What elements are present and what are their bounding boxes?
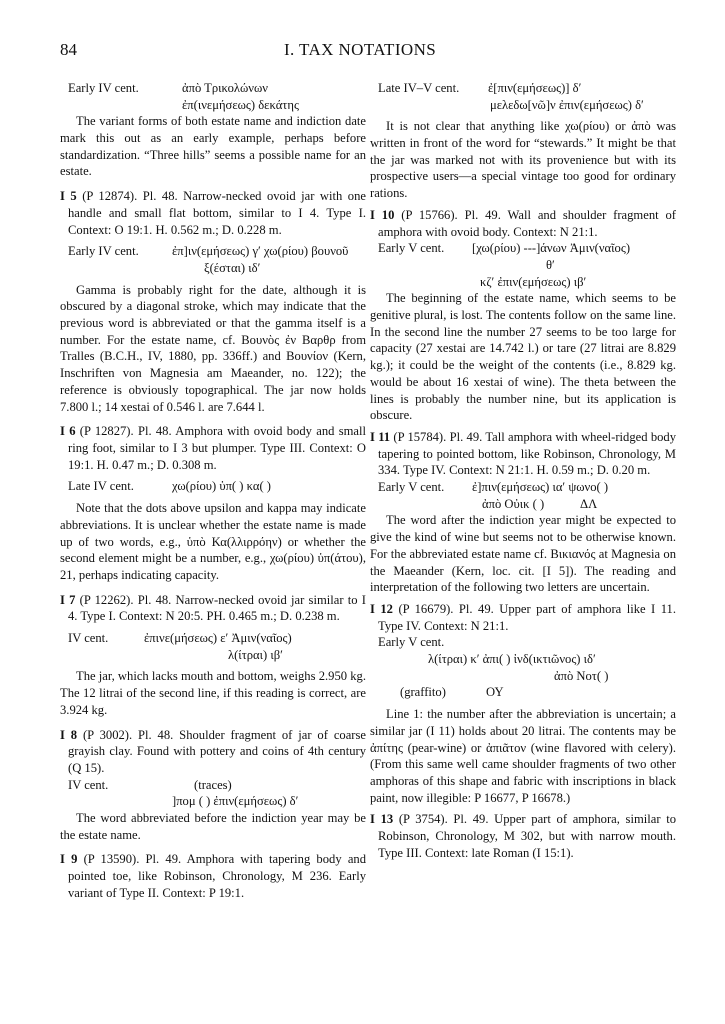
- right-column: [370, 80, 676, 861]
- commentary: The beginning of the estate name, which seems to be genitive plural, is lost. The contents follow on the same line. In the second line the number 27 seems to be too large for capacity (27 xestai are 14.742 l.) or tare (27 litrai are 8.829 kg.); it could be the weight of the contents (i.e., 8.829 kg. would be about 16 xestai of wine). The theta between the lines is probably the number nine, but its application is obscure.: [370, 291, 676, 423]
- date-label: Early V cent.: [378, 635, 445, 650]
- top-entry: [60, 80, 366, 180]
- inscription-line: κζ′ ἐπιν(εμήσεως) ιβ′: [480, 274, 587, 289]
- inscription-line: ἐπινε(μήσεως) ε′ Ἀμιν(ναῖος): [144, 631, 292, 646]
- inscription-letters: ΔΛ: [580, 496, 598, 511]
- commentary: Gamma is probably right for the date, although it is obscured by a diagonal stroke, which may indicate that the previous word is abbreviated or that the gamma itself is a number. For the estate name, cf. Βουνὸς ἐν Βαρθρ from Tralles (B.C.H., IV, 1880, pp. 336ff.) and Βουνίον (Kern, Inschriften von Magnesia am Maeander, no. 122); the reference is obviously topographical. The jar now holds 7.800 l.; 14 xestai of 0.546 l. are 7.644 l.: [60, 282, 366, 414]
- date-label: Early IV cent.: [68, 244, 139, 259]
- entry-number: I 8: [60, 727, 78, 742]
- entry-number: I 6: [60, 424, 76, 439]
- inscription-line: μελεδω[νῶ]ν ἐπιν(εμήσεως) δ′: [490, 97, 644, 112]
- entry-description: (P 3754). Pl. 49. Upper part of amphora, similar to Robinson, Chronology, M 302, but with narrow mouth. Type III. Context: late Roman (I 15:1).: [378, 812, 676, 860]
- inscription-line: χω(ρίου) ὑπ( ) κα( ): [172, 479, 271, 494]
- date-label: Late IV cent.: [68, 479, 134, 494]
- commentary: The word abbreviated before the indiction year may be the estate name.: [60, 810, 366, 842]
- entry-description: (P 3002). Pl. 48. Shoulder fragment of jar of coarse grayish clay. Found with pottery and coins of 4th century (Q 15).: [68, 727, 366, 775]
- commentary: Note that the dots above upsilon and kappa may indicate abbreviations. It is unclear whether the estate name is made up of two words, e.g., ὑπὸ Κα(λλιρρόην) or whether the second element might be a number, e.g., χω(ρίου) ὑπ(άτου), 21, perhaps indicating capacity.: [60, 501, 366, 582]
- left-column: [60, 80, 366, 902]
- inscription-line: ἀπὸ Νοτ( ): [554, 668, 609, 683]
- commentary: Line 1: the number after the abbreviation is uncertain; a similar jar (I 11) holds about 20 litrai. The contents may be ἀπίτης (pear-wine) or ἀπιᾶτον (wine flavored with celery). (From this same well came shoulder fragments of two other amphoras of this shape and fabric with inscriptions in black paint, now illegible: P 16677, P 16678.): [370, 707, 676, 805]
- inscription-line: ἐπ]ιν(εμήσεως) γ′ χω(ρίου) βουνοῦ: [172, 244, 349, 259]
- commentary: The jar, which lacks mouth and bottom, weighs 2.950 kg. The 12 litrai of the second line, if this reading is correct, are 3.924 kg.: [60, 669, 366, 717]
- entry-description: (P 12874). Pl. 48. Narrow-necked ovoid jar with one handle and small flat bottom, similar to I 4. Type I. Context: O 19:1. H. 0.562 m.; D. 0.228 m.: [68, 189, 366, 237]
- commentary: It is not clear that anything like χω(ρίου) or ἀπὸ was written in front of the word for “stewards.” It might be that the jar was marked not with its provenience but with its prospective users—a special vintage too good for ordinary rations.: [370, 119, 676, 201]
- entry-number: I 12: [370, 601, 393, 616]
- running-header: [0, 40, 725, 68]
- entry-number: I 11: [370, 429, 391, 444]
- entry-number: I 5: [60, 189, 77, 204]
- catalog-entry-i6: [60, 423, 366, 583]
- inscription-line: λ(ίτραι) κ′ ἀπι( ) ἰνδ(ικτιῶνος) ιδ′: [428, 652, 596, 667]
- commentary: The variant forms of both estate name and indiction date mark this out as an early example, perhaps before standardization. “Three hills” seems a possible name for an estate.: [60, 114, 366, 179]
- entry-number: I 9: [60, 852, 78, 867]
- date-label: Early V cent.: [378, 480, 445, 495]
- graffito-letters: ΟΥ: [486, 685, 504, 700]
- catalog-entry-i12: [370, 601, 676, 806]
- entry-description: (P 13590). Pl. 49. Amphora with tapering body and pointed toe, like Robinson, Chronology, M 236. Early variant of Type II. Context: P 19:1.: [68, 852, 367, 900]
- graffito-label: (graffito): [400, 685, 446, 700]
- inscription-line: [χω(ρίου) ---]άνων Ἀμιν(ναῖος): [472, 241, 631, 256]
- catalog-entry-i5: [60, 188, 366, 415]
- inscription-line: θ′: [546, 257, 555, 272]
- entry-description: (P 16679). Pl. 49. Upper part of amphora like I 11. Type IV. Context: N 21:1.: [378, 601, 676, 633]
- inscription-line: (traces): [194, 777, 232, 792]
- catalog-entry-i7: [60, 592, 366, 719]
- catalog-entry-i8: [60, 727, 366, 844]
- date-label: Late IV–V cent.: [378, 81, 460, 95]
- page-number: 84: [60, 40, 77, 59]
- entry-number: I 13: [370, 812, 394, 827]
- commentary: The word after the indiction year might be expected to give the kind of wine but seems not to be otherwise known. For the abbreviated estate name cf. Βικιανός at Magnesia on the Maeander (Kern, loc. cit. [I 5]). The reading and interpretation of the following two letters are uncertain.: [370, 513, 676, 595]
- date-label: IV cent.: [68, 777, 109, 792]
- date-label: IV cent.: [68, 631, 109, 646]
- top-entry: [370, 80, 676, 202]
- inscription-line: ]πομ ( ) ἐπιν(εμήσεως) δ′: [172, 794, 299, 809]
- inscription-line: ἀπὸ Τρικολώνων: [182, 81, 268, 95]
- inscription-line: ἐπ(ινεμήσεως) δεκάτης: [182, 97, 299, 112]
- entry-description: (P 15766). Pl. 49. Wall and shoulder fragment of amphora with ovoid body. Context: N 21:1.: [378, 207, 676, 239]
- inscription-line: ξ(έσται) ιδ′: [204, 260, 261, 275]
- entry-number: I 10: [370, 207, 395, 222]
- catalog-entry-i11: [370, 429, 676, 596]
- entry-number: I 7: [60, 592, 76, 607]
- entry-description: (P 15784). Pl. 49. Tall amphora with wheel-ridged body tapering to pointed bottom, like Robinson, Chronology, M 334. Type IV. Context: N 21:1. H. 0.59 m.; D. 0.20 m.: [378, 429, 677, 478]
- entry-description: (P 12262). Pl. 48. Narrow-necked ovoid jar similar to I 4. Type I. Context: N 20:5. PH. 0.465 m.; D. 0.238 m.: [68, 592, 366, 624]
- catalog-entry-i10: [370, 207, 676, 424]
- catalog-entry-i9: [60, 851, 366, 901]
- inscription-line: ἀπὸ Οὐικ ( ): [482, 496, 545, 511]
- inscription-line: ἐ[πιν(εμήσεως)] δ′: [488, 81, 582, 95]
- inscription-line: λ(ίτραι) ιβ′: [228, 647, 283, 662]
- inscription-line: ἐ]πιν(εμήσεως) ια′ ψωνο( ): [472, 480, 609, 495]
- catalog-entry-i13: [370, 811, 676, 861]
- date-label: Early IV cent.: [68, 81, 139, 95]
- entry-description: (P 12827). Pl. 48. Amphora with ovoid body and small ring foot, similar to I 3 but plumper. Type III. Context: O 19:1. H. 0.47 m.; D. 0.308 m.: [68, 424, 366, 472]
- date-label: Early V cent.: [378, 241, 445, 256]
- chapter-title: I. TAX NOTATIONS: [284, 40, 437, 59]
